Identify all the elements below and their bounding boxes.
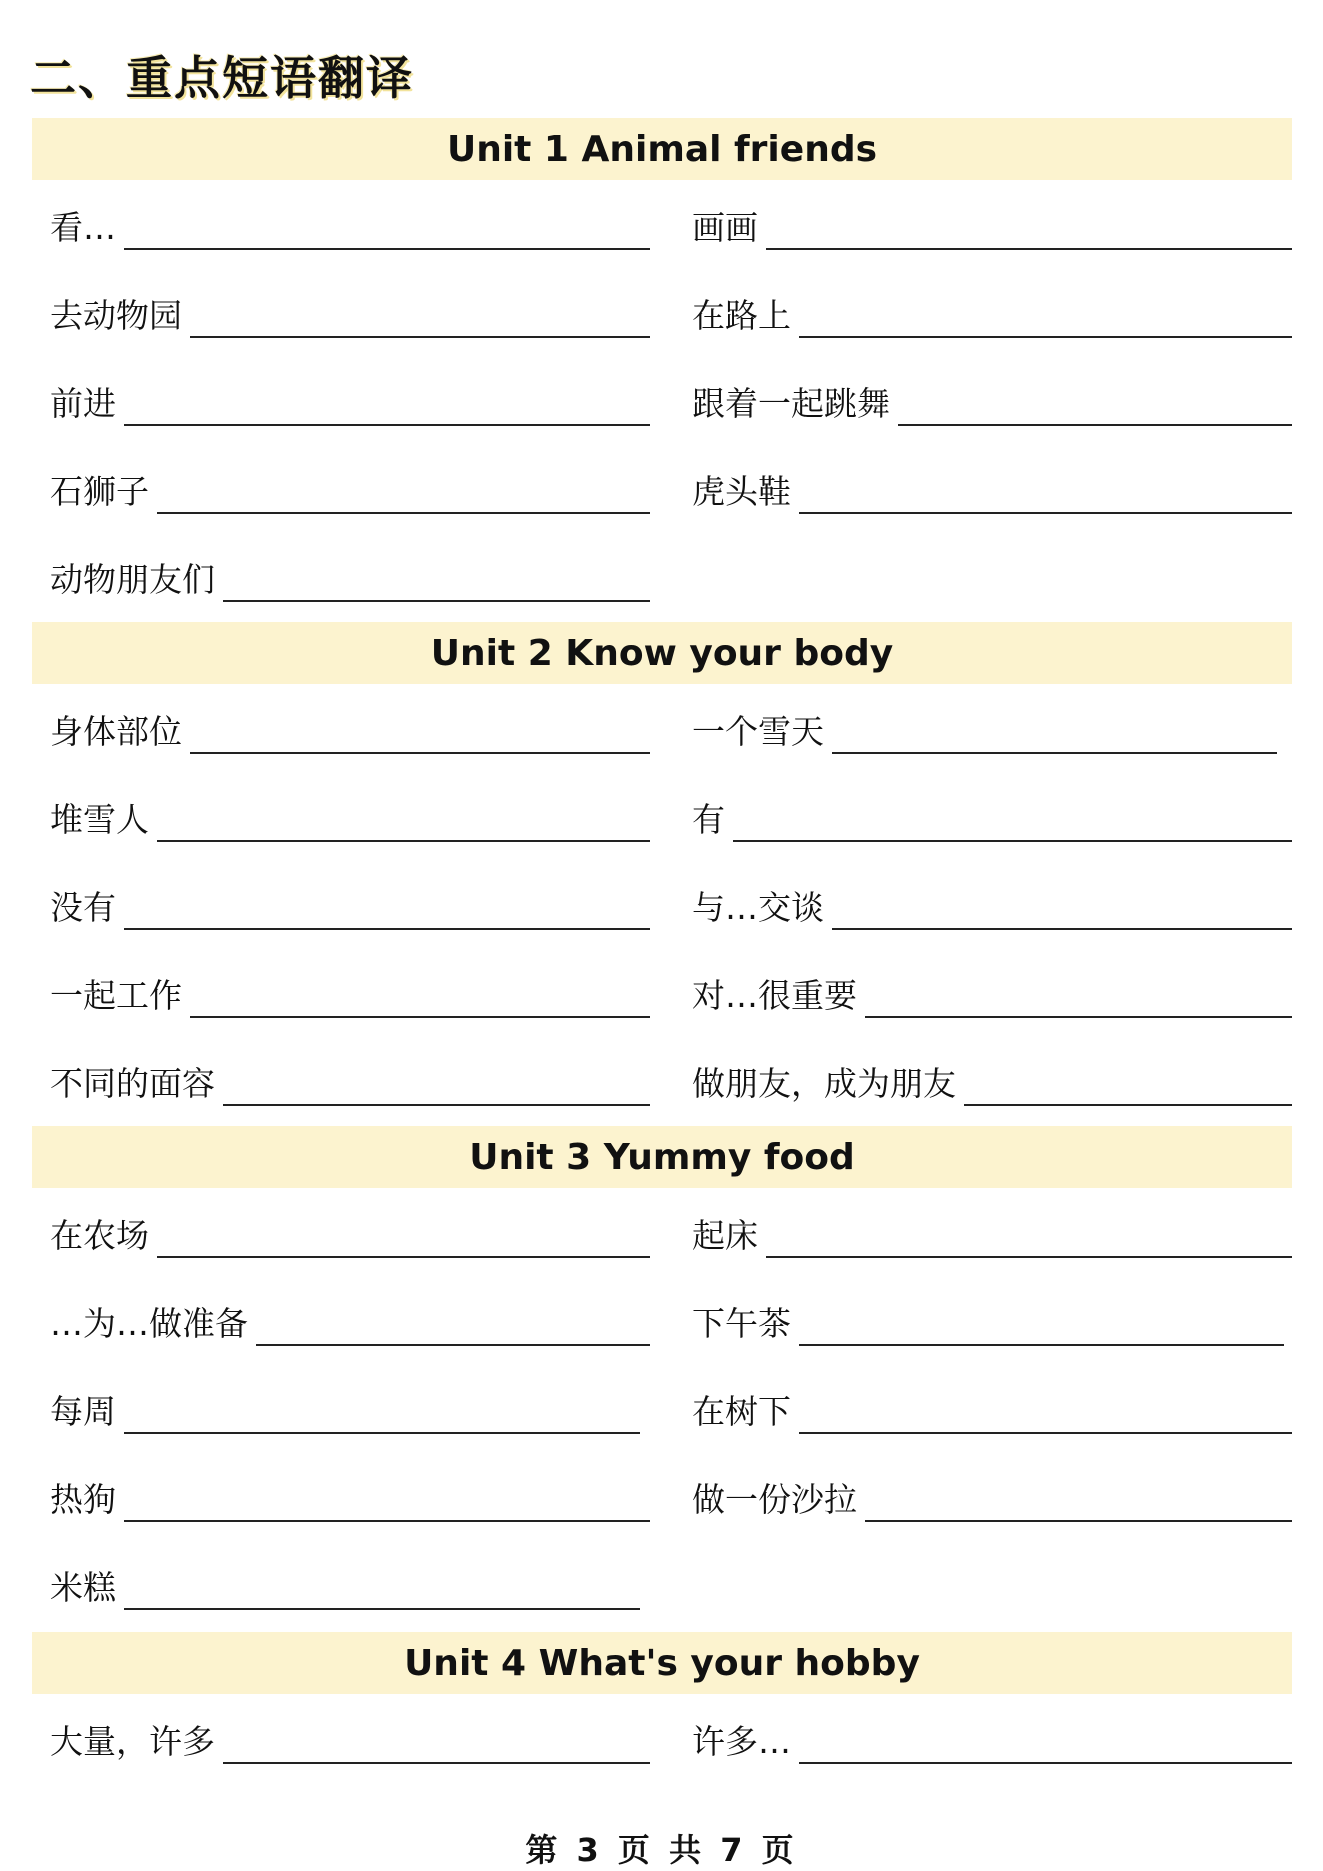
answer-blank[interactable] (157, 839, 650, 842)
answer-blank[interactable] (124, 1431, 640, 1434)
answer-blank[interactable] (223, 1761, 650, 1764)
phrase-label: 身体部位 (50, 712, 182, 751)
phrase-row (692, 376, 1292, 426)
phrase-row (50, 1056, 650, 1106)
phrase-label: 没有 (50, 888, 116, 927)
answer-blank[interactable] (190, 335, 650, 338)
unit-1-title: Unit 1 Animal friends (32, 118, 1292, 180)
answer-blank[interactable] (964, 1103, 1292, 1106)
answer-blank[interactable] (832, 927, 1292, 930)
answer-blank[interactable] (157, 1255, 650, 1258)
phrase-row (50, 376, 650, 426)
answer-blank[interactable] (223, 599, 650, 602)
phrase-label: 与…交谈 (692, 888, 824, 927)
phrase-row (50, 1560, 640, 1610)
phrase-label: 对…很重要 (692, 976, 857, 1015)
answer-blank[interactable] (124, 247, 650, 250)
answer-blank[interactable] (124, 1519, 650, 1522)
phrase-row (692, 880, 1292, 930)
phrase-row (50, 288, 650, 338)
answer-blank[interactable] (733, 839, 1292, 842)
phrase-row (50, 552, 650, 602)
phrase-label: 一起工作 (50, 976, 182, 1015)
answer-blank[interactable] (190, 1015, 650, 1018)
answer-blank[interactable] (799, 1343, 1284, 1346)
phrase-row (50, 792, 650, 842)
answer-blank[interactable] (799, 335, 1292, 338)
answer-blank[interactable] (865, 1015, 1292, 1018)
answer-blank[interactable] (865, 1519, 1292, 1522)
answer-blank[interactable] (799, 511, 1292, 514)
phrase-row (692, 968, 1292, 1018)
unit-4-title: Unit 4 What's your hobby (32, 1632, 1292, 1694)
phrase-label: 跟着一起跳舞 (692, 384, 890, 423)
answer-blank[interactable] (124, 1607, 640, 1610)
phrase-label: 许多… (692, 1722, 791, 1761)
phrase-row (50, 200, 650, 250)
answer-blank[interactable] (799, 1431, 1292, 1434)
phrase-label: 画画 (692, 208, 758, 247)
phrase-row (692, 1714, 1292, 1764)
phrase-label: 米糕 (50, 1568, 116, 1607)
phrase-label: 在农场 (50, 1216, 149, 1255)
phrase-label: 前进 (50, 384, 116, 423)
phrase-label: 有 (692, 800, 725, 839)
answer-blank[interactable] (157, 511, 650, 514)
phrase-row (692, 464, 1292, 514)
phrase-label: 做一份沙拉 (692, 1480, 857, 1519)
phrase-label: 在树下 (692, 1392, 791, 1431)
answer-blank[interactable] (898, 423, 1292, 426)
phrase-label: 石狮子 (50, 472, 149, 511)
page-number: 第 3 页 共 7 页 (525, 1831, 798, 1869)
phrase-row (692, 704, 1277, 754)
phrase-label: …为…做准备 (50, 1304, 248, 1343)
phrase-row (50, 1714, 650, 1764)
phrase-row (50, 880, 650, 930)
phrase-row (50, 968, 650, 1018)
phrase-label: 虎头鞋 (692, 472, 791, 511)
phrase-label: 下午茶 (692, 1304, 791, 1343)
phrase-label: 起床 (692, 1216, 758, 1255)
answer-blank[interactable] (190, 751, 650, 754)
answer-blank[interactable] (124, 423, 650, 426)
phrase-label: 不同的面容 (50, 1064, 215, 1103)
answer-blank[interactable] (124, 927, 650, 930)
phrase-row (50, 1208, 650, 1258)
phrase-label: 大量，许多 (50, 1722, 215, 1761)
unit-2-title: Unit 2 Know your body (32, 622, 1292, 684)
answer-blank[interactable] (256, 1343, 650, 1346)
phrase-label: 在路上 (692, 296, 791, 335)
answer-blank[interactable] (766, 247, 1292, 250)
phrase-row (692, 792, 1292, 842)
phrase-row (692, 200, 1292, 250)
phrase-label: 去动物园 (50, 296, 182, 335)
answer-blank[interactable] (223, 1103, 650, 1106)
answer-blank[interactable] (766, 1255, 1292, 1258)
phrase-row (692, 288, 1292, 338)
answer-blank[interactable] (799, 1761, 1292, 1764)
phrase-label: 每周 (50, 1392, 116, 1431)
phrase-row (692, 1296, 1284, 1346)
phrase-row (50, 464, 650, 514)
phrase-label: 看… (50, 208, 116, 247)
phrase-row (692, 1472, 1292, 1522)
phrase-row (692, 1208, 1292, 1258)
phrase-row (692, 1384, 1292, 1434)
unit-3-title: Unit 3 Yummy food (32, 1126, 1292, 1188)
phrase-label: 动物朋友们 (50, 560, 215, 599)
phrase-label: 做朋友，成为朋友 (692, 1064, 956, 1103)
phrase-label: 堆雪人 (50, 800, 149, 839)
phrase-row (50, 1472, 650, 1522)
phrase-label: 热狗 (50, 1480, 116, 1519)
section-heading: 二、重点短语翻译 (30, 51, 414, 105)
phrase-row (50, 1296, 650, 1346)
phrase-row (50, 704, 650, 754)
answer-blank[interactable] (832, 751, 1277, 754)
phrase-label: 一个雪天 (692, 712, 824, 751)
phrase-row (692, 1056, 1292, 1106)
phrase-row (50, 1384, 640, 1434)
